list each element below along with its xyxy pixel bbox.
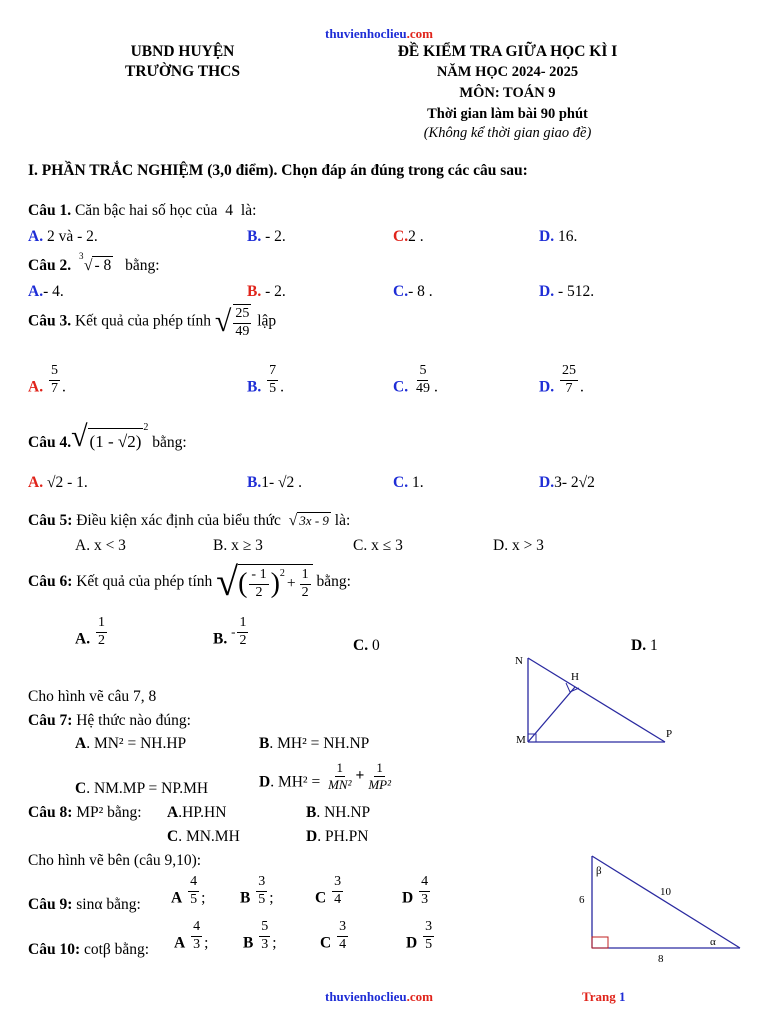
q1-option-c[interactable]: C.2 . xyxy=(393,228,424,245)
q8-option-d[interactable]: D. PH.PN xyxy=(306,828,369,845)
question-1: Câu 1. Căn bậc hai số học của 4 là: xyxy=(28,202,257,219)
page-number: Trang 1 xyxy=(582,989,626,1004)
section-title: I. PHẦN TRẮC NGHIỆM (3,0 điểm). Chọn đáp án đúng trong các câu sau: xyxy=(28,162,528,179)
q6-option-c[interactable]: C. 0 xyxy=(353,637,380,654)
q10-option-c[interactable]: C $\frac{3}{4}$ xyxy=(320,919,347,952)
header-left-line1: UBND HUYỆN xyxy=(130,43,235,60)
label-side-10: 10 xyxy=(660,886,671,898)
q8-option-b[interactable]: B. NH.NP xyxy=(306,804,371,821)
label-n: N xyxy=(515,655,523,667)
q4-option-b[interactable]: B.1- √2 . xyxy=(247,474,303,491)
q5-option-a[interactable]: A. x < 3 xyxy=(75,537,126,554)
q4-option-a[interactable]: A. √2 - 1. xyxy=(28,474,88,491)
q8-option-a[interactable]: A.HP.HN xyxy=(167,804,227,821)
q9-option-b[interactable]: B $\frac{3}{5}$ ; xyxy=(240,874,274,907)
q6-option-a[interactable]: A. $\frac{1}{2}$ xyxy=(75,615,105,648)
label-alpha: α xyxy=(710,936,716,948)
q8-option-c[interactable]: C. MN.MH xyxy=(167,828,240,845)
q9-option-a[interactable]: A $\frac{4}{5}$ ; xyxy=(171,874,206,907)
q910-intro: Cho hình vẽ bên (câu 9,10): xyxy=(28,852,202,869)
q2-option-b[interactable]: B. - 2. xyxy=(247,283,286,300)
header-right-line1: ĐỀ KIỂM TRA GIỮA HỌC KÌ I xyxy=(397,43,618,60)
q3-option-a[interactable]: A. $\frac{5}{7}$ . xyxy=(28,363,66,396)
q1-option-a[interactable]: A. 2 và - 2. xyxy=(28,228,98,245)
question-8: Câu 8: MP² bằng: xyxy=(28,804,142,821)
header-right-line3: MÔN: TOÁN 9 xyxy=(459,85,556,101)
question-6: Câu 6: Kết quả của phép tính √ ( $\frac{- 1}{2}$ ) $^2$ + $\frac{1}{2}$ bằng: xyxy=(28,559,351,604)
q10-option-b[interactable]: B $\frac{5}{3}$ ; xyxy=(243,919,277,952)
q2-option-a[interactable]: A.- 4. xyxy=(28,283,64,300)
label-m: M xyxy=(516,734,526,746)
q7-option-b[interactable]: B. MH² = NH.NP xyxy=(259,735,370,752)
q4-option-c[interactable]: C. 1. xyxy=(393,474,424,491)
question-4: Câu 4. √ (1 - √2) $^2$ bằng: xyxy=(28,420,187,453)
q7-option-c[interactable]: C. NM.MP = NP.MH xyxy=(75,780,209,797)
question-5: Câu 5: Điều kiện xác định của biểu thức √ 3x - 9 là: xyxy=(28,512,351,529)
site-watermark-bottom: thuvienhoclieu.com xyxy=(325,989,433,1004)
header-right-line4: Thời gian làm bài 90 phút xyxy=(427,106,588,122)
figure-right-triangle xyxy=(570,850,750,970)
site-watermark-top: thuvienhoclieu.com xyxy=(325,26,433,41)
question-10: Câu 10: cotβ bằng: xyxy=(28,941,150,958)
q2-option-c[interactable]: C.- 8 . xyxy=(393,283,433,300)
q7-option-d[interactable]: D. MH² = $\frac{1}{\text{MN²}}$ + $\frac{1}{\text{MP²}}$ xyxy=(259,760,391,792)
label-h: H xyxy=(571,671,579,683)
q2-option-d[interactable]: D. - 512. xyxy=(539,283,595,300)
header-right-line2: NĂM HỌC 2024- 2025 xyxy=(436,64,579,80)
label-beta: β xyxy=(596,865,602,877)
q1-option-d[interactable]: D. 16. xyxy=(539,228,578,245)
q5-option-c[interactable]: C. x ≤ 3 xyxy=(353,537,403,554)
q4-option-d[interactable]: D.3- 2√2 xyxy=(539,474,595,491)
q7-option-a[interactable]: A. MN² = NH.HP xyxy=(75,735,187,752)
label-side-6: 6 xyxy=(579,894,585,906)
q9-option-d[interactable]: D $\frac{4}{3}$ xyxy=(402,874,429,907)
q3-option-c[interactable]: C. $\frac{5}{49}$ . xyxy=(393,363,438,396)
q6-option-b[interactable]: B. - $\frac{1}{2}$ xyxy=(213,615,247,648)
q3-option-b[interactable]: B. $\frac{7}{5}$ . xyxy=(247,363,284,396)
question-2: Câu 2. 3 √ - 8 bằng: xyxy=(28,251,160,274)
q5-option-b[interactable]: B. x ≥ 3 xyxy=(213,537,263,554)
question-9: Câu 9: sinα bằng: xyxy=(28,896,141,913)
label-side-8: 8 xyxy=(658,953,664,965)
q9-option-c[interactable]: C $\frac{3}{4}$ xyxy=(315,874,342,907)
figure-triangle-mnp xyxy=(500,650,700,750)
header-left-line2: TRƯỜNG THCS xyxy=(125,63,240,80)
q3-option-d[interactable]: D. $\frac{25}{7}$ . xyxy=(539,363,584,396)
label-p: P xyxy=(666,728,673,740)
q1-option-b[interactable]: B. - 2. xyxy=(247,228,286,245)
question-7: Câu 7: Hệ thức nào đúng: xyxy=(28,712,191,729)
q10-option-a[interactable]: A $\frac{4}{3}$ ; xyxy=(174,919,209,952)
q78-intro: Cho hình vẽ câu 7, 8 xyxy=(28,688,157,705)
q5-option-d[interactable]: D. x > 3 xyxy=(493,537,544,554)
question-3: Câu 3. Kết quả của phép tính √ $\frac{25}{49}$ lập xyxy=(28,304,277,339)
q6-option-d[interactable]: D. 1 xyxy=(631,637,658,654)
header-right-line5: (Không kể thời gian giao đề) xyxy=(423,125,592,141)
q10-option-d[interactable]: D $\frac{3}{5}$ xyxy=(406,919,433,952)
